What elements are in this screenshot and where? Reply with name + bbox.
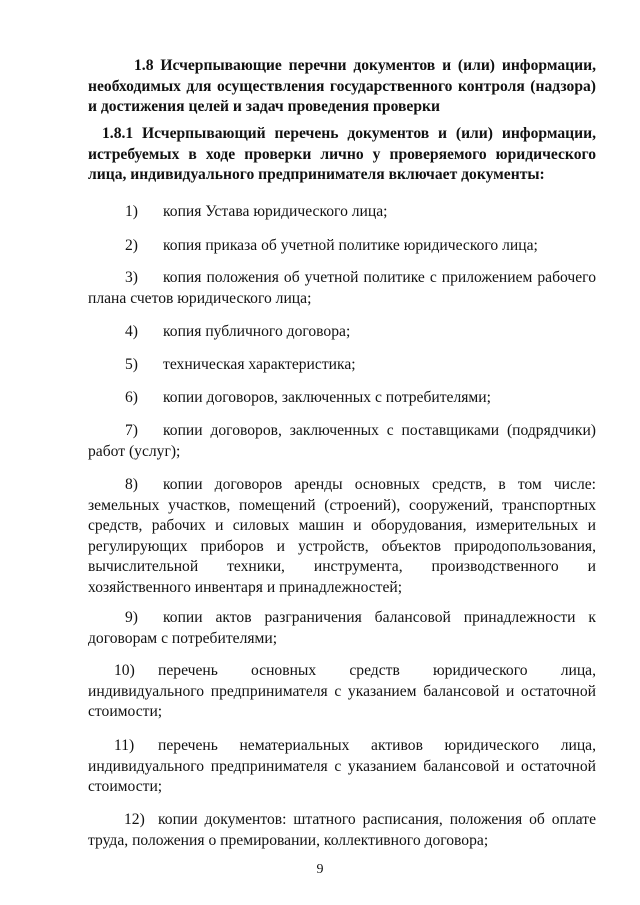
list-item-number: 11): [114, 737, 135, 754]
list-item: [88, 322, 596, 343]
list-item-number: 9): [125, 609, 138, 626]
list-item-number: 2): [125, 237, 138, 254]
list-item-number: 5): [125, 356, 138, 373]
list-item-number: 4): [125, 323, 138, 340]
list-item-text: техническая характеристика;: [163, 356, 356, 373]
section-heading-1-8-1: [88, 124, 596, 186]
list-item: [88, 736, 596, 798]
section-heading-1-8-1-text: 1.8.1 Исчерпывающий перечень документов и (или) информации, истребуемых в ходе проверки лично у проверяемого юридического лица, индивидуального предпринимателя включает документы:: [88, 125, 596, 183]
list-item-text: копия положения об учетной политике с приложением рабочего плана счетов юридического лица;: [88, 269, 596, 307]
list-item-number: 12): [124, 811, 145, 828]
list-item: [88, 608, 596, 649]
list-item-number: 1): [125, 203, 138, 220]
page-number: 9: [316, 862, 324, 877]
list-item: [88, 355, 596, 376]
list-item-text: копии договоров аренды основных средств, в том числе: земельных участков, помещений (строений), сооружений, транспортных средств, рабочих и силовых машин и оборудования, измерительных и регулирующих приборов и устройств, объектов природопользования, вычислительной техники, инструмента, производственного и хозяйственного инвентаря и принадлежностей;: [88, 476, 596, 596]
list-item-text: копия приказа об учетной политике юридического лица;: [163, 237, 538, 254]
list-item: [88, 810, 596, 851]
section-heading-1-8: [88, 56, 596, 118]
list-item: [88, 202, 596, 223]
list-item-text: перечень основных средств юридического лица, индивидуального предпринимателя с указанием балансовой и остаточной стоимости;: [88, 662, 596, 720]
list-item: [88, 388, 596, 409]
list-item-text: копия публичного договора;: [163, 323, 351, 340]
list-item: [88, 421, 596, 462]
list-item-number: 7): [125, 422, 138, 439]
list-item-number: 10): [114, 662, 135, 679]
list-item-text: копии договоров, заключенных с потребителями;: [163, 389, 491, 406]
list-item: [88, 661, 596, 723]
list-item: [88, 236, 596, 257]
list-item-number: 8): [125, 476, 138, 493]
list-item: [88, 475, 596, 598]
list-item-text: копии договоров, заключенных с поставщиками (подрядчики) работ (услуг);: [88, 422, 596, 460]
list-item-text: копии актов разграничения балансовой принадлежности к договорам с потребителями;: [88, 609, 596, 647]
list-item-number: 3): [125, 269, 138, 286]
list-item: [88, 268, 596, 309]
list-item-number: 6): [125, 389, 138, 406]
list-item-text: копия Устава юридического лица;: [163, 203, 388, 220]
list-item-text: перечень нематериальных активов юридического лица, индивидуального предпринимателя с указанием балансовой и остаточной стоимости;: [88, 737, 596, 795]
list-item-text: копии документов: штатного расписания, положения об оплате труда, положения о премировании, коллективного договора;: [88, 811, 596, 849]
section-heading-1-8-text: 1.8 Исчерпывающие перечни документов и (или) информации, необходимых для осуществления государственного контроля (надзора) и достижения целей и задач проведения проверки: [88, 57, 596, 115]
